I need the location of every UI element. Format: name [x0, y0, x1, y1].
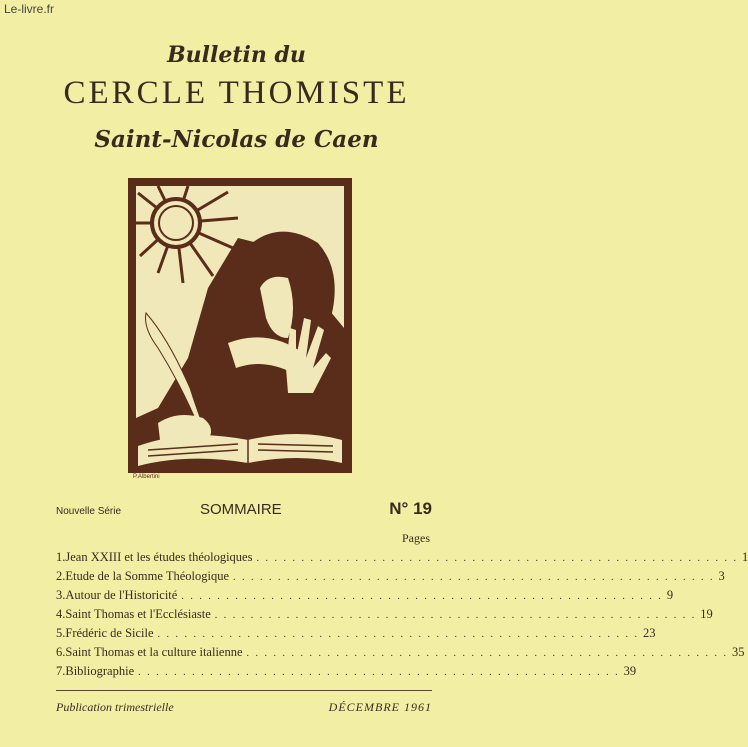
toc-leader: . . . . . . . . . . . . . . . . . . . . . . . . . . . . . . . . . . . . . . . . . . . . . . . . . . . . . . [138, 667, 620, 678]
toc-number: 7. [56, 664, 66, 678]
cercle-title: CERCLE THOMISTE [63, 75, 410, 111]
toc-number: 4. [56, 607, 66, 621]
toc-item [56, 645, 745, 664]
toc-leader: . . . . . . . . . . . . . . . . . . . . . . . . . . . . . . . . . . . . . . . . . . . . . . . . . . . . . . [214, 610, 697, 621]
toc-number: 5. [56, 626, 66, 640]
toc-title: Saint Thomas et l'Ecclésiaste [65, 607, 211, 621]
toc-number: 1. [56, 550, 66, 564]
toc-item [56, 569, 725, 588]
toc-title: Bibliographie [65, 664, 135, 678]
pages-label: Pages [402, 531, 430, 545]
toc-page: 19 [700, 607, 713, 621]
table-of-contents [56, 550, 748, 683]
toc-leader: . . . . . . . . . . . . . . . . . . . . . . . . . . . . . . . . . . . . . . . . . . . . . . . . . . . . . . [246, 648, 729, 659]
toc-page: 35 [732, 645, 745, 659]
toc-title: Saint Thomas et la culture italienne [65, 645, 243, 659]
toc-leader: . . . . . . . . . . . . . . . . . . . . . . . . . . . . . . . . . . . . . . . . . . . . . . . . . . . . . . [181, 591, 663, 602]
toc-title: Autour de l'Historicité [65, 588, 178, 602]
footer [56, 700, 432, 716]
footer-divider [56, 690, 432, 691]
toc-leader: . . . . . . . . . . . . . . . . . . . . . . . . . . . . . . . . . . . . . . . . . . . . . . . . . . . . . . [233, 572, 715, 583]
subtitle: Saint-Nicolas de Caen [94, 126, 379, 153]
toc-page: 3 [718, 569, 725, 583]
issue-number: N° 19 [389, 499, 432, 518]
toc-item [56, 607, 713, 626]
toc-number: 3. [56, 588, 66, 602]
toc-item [56, 626, 656, 645]
toc-title: Frédéric de Sicile [65, 626, 154, 640]
sommaire-heading: SOMMAIRE [200, 501, 282, 518]
toc-leader: . . . . . . . . . . . . . . . . . . . . . . . . . . . . . . . . . . . . . . . . . . . . . . . . . . . . . . [157, 629, 640, 640]
toc-page: 9 [666, 588, 674, 602]
watermark: Le-livre.fr [4, 2, 55, 16]
publication-date: DÉCEMBRE 1961 [328, 700, 432, 714]
bulletin-title: Bulletin du [167, 42, 306, 68]
toc-item [56, 664, 637, 683]
toc-page: 23 [643, 626, 656, 640]
toc-page: 39 [623, 664, 637, 678]
toc-page: 1 [741, 550, 748, 564]
publication-frequency: Publication trimestrielle [56, 700, 174, 714]
series-label: Nouvelle Série [56, 506, 122, 517]
toc-number: 6. [56, 645, 66, 659]
woodcut-saint-writing-icon [128, 178, 352, 473]
summary-header [56, 500, 432, 524]
toc-item [56, 588, 674, 607]
toc-title: Etude de la Somme Théologique [65, 569, 229, 583]
toc-leader: . . . . . . . . . . . . . . . . . . . . . . . . . . . . . . . . . . . . . . . . . . . . . . . . . . . . . . [256, 553, 738, 564]
toc-title: Jean XXIII et les études théologiques [65, 550, 253, 564]
toc-number: 2. [56, 569, 66, 583]
toc-item [56, 550, 748, 569]
woodcut-signature: P.Albertini [133, 474, 160, 480]
